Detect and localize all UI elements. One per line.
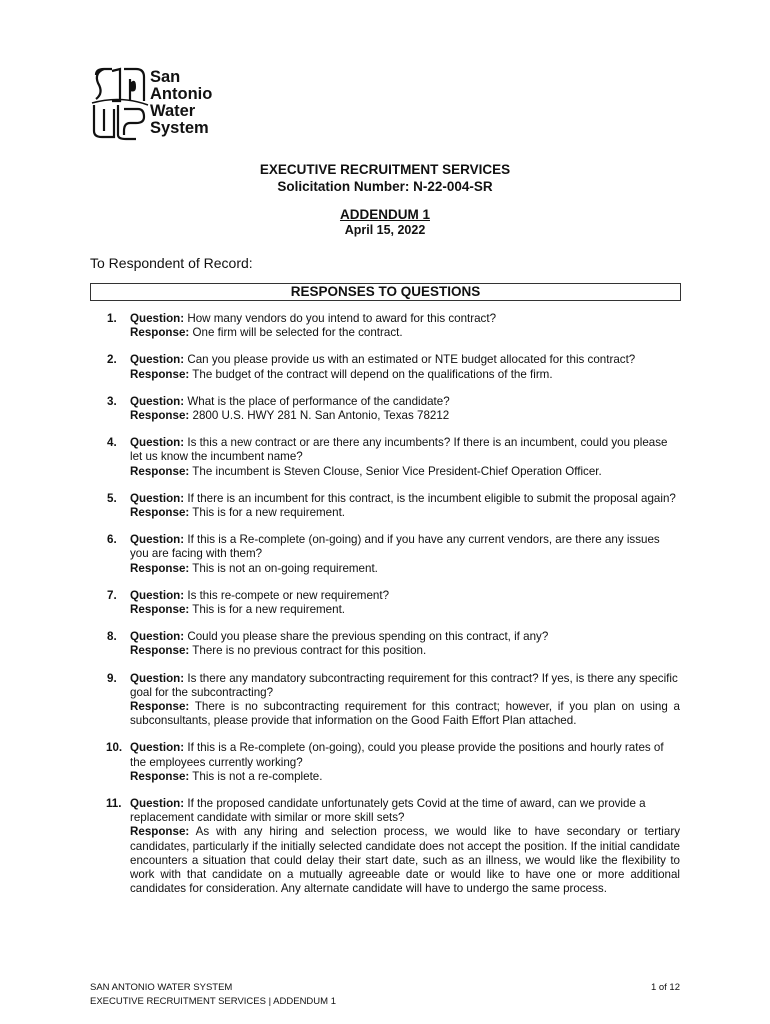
- footer-org: SAN ANTONIO WATER SYSTEM: [90, 982, 233, 993]
- response-label: Response:: [130, 506, 190, 520]
- question-text: Can you please provide us with an estimated or NTE budget allocated for this contract?: [187, 353, 636, 367]
- logo-line-3: Water: [150, 102, 196, 120]
- response-label: Response:: [130, 409, 190, 423]
- question-label: Question:: [130, 436, 185, 450]
- qa-item: [90, 353, 680, 381]
- saws-logo: [90, 65, 224, 141]
- response-text: There is no subcontracting requirement for this contract; however, if you plan on using a subconsultants, please provide that information on the Good Faith Effort Plan attached.: [130, 700, 681, 728]
- question-text: What is the place of performance of the candidate?: [187, 394, 450, 408]
- qa-number: 7.: [107, 588, 117, 602]
- question-label: Question:: [130, 588, 185, 602]
- qa-item: [90, 630, 680, 658]
- question-text: Is this a new contract or are there any incumbents? If there is an incumbent, could you please let us know the incumbent name?: [130, 436, 668, 464]
- response-text: As with any hiring and selection process, we would like to have secondary or tertiary candidates, particularly if the initially selected candidate does not accept the position. If the initial candidate encounters a situation that could delay their start date, such as an illness, we would like the flexibility to work with that candidate on a mutually agreeable date or would like to have one or more additional candidates for consideration. Any alternate candidate will have to undergo the same process.: [130, 825, 680, 896]
- greeting: To Respondent of Record:: [90, 255, 253, 271]
- question-text: Is this re-compete or new requirement?: [187, 588, 390, 602]
- question-label: Question:: [130, 353, 185, 367]
- qa-number: 10.: [106, 741, 123, 755]
- response-label: Response:: [130, 700, 190, 714]
- question-text: Could you please share the previous spending on this contract, if any?: [187, 630, 549, 644]
- solicitation-number: Solicitation Number: N-22-004-SR: [277, 179, 493, 194]
- qa-item: [90, 436, 680, 479]
- logo-line-1: San: [150, 68, 181, 86]
- qa-item: [90, 312, 680, 340]
- response-text: The budget of the contract will depend on the qualifications of the firm.: [192, 367, 553, 381]
- qa-number: 11.: [106, 797, 122, 811]
- qa-number: 6.: [107, 533, 117, 547]
- qa-number: 2.: [107, 353, 117, 367]
- question-text: If this is a Re-complete (on-going), could you please provide the positions and hourly rates of the employees currently working?: [130, 741, 664, 769]
- footer-document: EXECUTIVE RECRUITMENT SERVICES | ADDENDUM 1: [90, 996, 336, 1007]
- qa-number: 8.: [107, 630, 117, 644]
- qa-item: [90, 797, 680, 896]
- response-label: Response:: [130, 561, 190, 575]
- response-label: Response:: [130, 769, 190, 783]
- qa-number: 1.: [107, 312, 117, 325]
- question-label: Question:: [130, 312, 185, 325]
- response-text: The incumbent is Steven Clouse, Senior Vice President-Chief Operation Officer.: [192, 464, 602, 478]
- response-label: Response:: [130, 326, 190, 340]
- qa-item: [90, 395, 680, 423]
- question-text: If the proposed candidate unfortunately gets Covid at the time of award, can we provide a replacement candidate with similar or more skill sets?: [130, 797, 646, 825]
- qa-number: 9.: [107, 671, 117, 685]
- logo-line-4: System: [150, 119, 209, 137]
- question-text: If this is a Re-complete (on-going) and if you have any current vendors, are there any issues you are facing with them?: [130, 533, 660, 561]
- addendum-heading: ADDENDUM 1: [339, 207, 430, 222]
- qa-number: 5.: [107, 491, 117, 505]
- response-text: This is not a re-complete.: [192, 769, 323, 783]
- response-label: Response:: [130, 603, 190, 617]
- section-title: RESPONSES TO QUESTIONS: [90, 283, 681, 301]
- logo-line-2: Antonio: [150, 85, 213, 103]
- response-label: Response:: [130, 367, 190, 381]
- response-text: 2800 U.S. HWY 281 N. San Antonio, Texas 78212: [192, 409, 450, 423]
- response-label: Response:: [130, 464, 190, 478]
- qa-item: [90, 672, 680, 729]
- qa-item: [90, 533, 680, 576]
- qa-list: [90, 312, 680, 910]
- qa-number: 3.: [107, 394, 117, 408]
- response-text: This is for a new requirement.: [192, 506, 346, 520]
- response-label: Response:: [130, 644, 190, 658]
- question-text: If there is an incumbent for this contract, is the incumbent eligible to submit the proposal again?: [187, 491, 676, 505]
- question-label: Question:: [130, 741, 185, 755]
- qa-number: 4.: [107, 436, 117, 450]
- question-text: How many vendors do you intend to award for this contract?: [187, 312, 497, 325]
- question-label: Question:: [130, 797, 185, 811]
- question-label: Question:: [130, 533, 185, 547]
- response-text: This is for a new requirement.: [192, 603, 346, 617]
- question-label: Question:: [130, 671, 185, 685]
- response-text: This is not an on-going requirement.: [192, 561, 378, 575]
- question-text: Is there any mandatory subcontracting requirement for this contract? If yes, is there any specific goal for the subcontracting?: [130, 671, 678, 699]
- addendum-date: April 15, 2022: [344, 223, 426, 237]
- document-title: EXECUTIVE RECRUITMENT SERVICES: [259, 162, 511, 177]
- question-label: Question:: [130, 394, 185, 408]
- page-number: 1 of 12: [650, 982, 680, 993]
- question-label: Question:: [130, 630, 185, 644]
- response-label: Response:: [130, 825, 190, 839]
- qa-item: [90, 589, 680, 617]
- qa-item: [90, 492, 680, 520]
- response-text: One firm will be selected for the contract.: [192, 326, 403, 340]
- response-text: There is no previous contract for this position.: [192, 644, 427, 658]
- qa-item: [90, 741, 680, 784]
- saws-logo-icon: [90, 65, 224, 141]
- question-label: Question:: [130, 491, 185, 505]
- page-footer: [90, 981, 680, 1009]
